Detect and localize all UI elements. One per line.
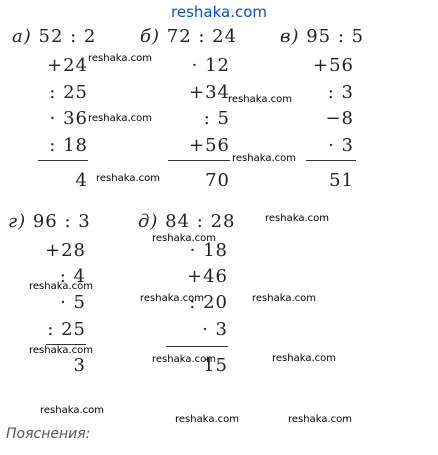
chain-a-op-1: +24 [47,55,88,76]
chain-v-op-2: : 3 [327,82,354,103]
watermark: reshaka.com [152,354,216,365]
watermark: reshaka.com [252,293,316,304]
watermark: reshaka.com [29,281,93,292]
chain-g-result: 3 [73,355,86,376]
chain-v-letter: в) [280,26,300,47]
chain-d-op-4: · 3 [202,319,228,340]
chain-a-result: 4 [75,170,88,191]
chain-a-op-2: : 25 [49,82,88,103]
chain-a-op-3: · 36 [49,108,88,129]
chain-v-op-1: +56 [313,55,354,76]
watermark: reshaka.com [88,113,152,124]
chain-v-result-line [306,160,356,161]
watermark: reshaka.com [88,53,152,64]
chain-d-op-1: · 18 [189,240,228,261]
watermark: reshaka.com [265,213,329,224]
watermark: reshaka.com [228,94,292,105]
watermark: reshaka.com [29,345,93,356]
chain-d-result: 15 [203,355,228,376]
chain-g-op-1: +28 [45,240,86,261]
chain-g-header [8,211,91,232]
watermark: reshaka.com [140,293,204,304]
chain-b-op-4: +56 [189,135,230,156]
chain-a-result-line [38,160,88,161]
chain-d-op-2: +46 [187,266,228,287]
watermark: reshaka.com [96,173,160,184]
chain-b-start: 72 : 24 [166,26,238,47]
watermark: reshaka.com [232,153,296,164]
chain-d-start: 84 : 28 [165,211,236,232]
chain-b-letter: б) [140,26,161,47]
chain-g-letter: г) [8,211,27,232]
chain-v-result: 51 [329,170,354,191]
chain-b-op-1: · 12 [191,55,230,76]
chain-a-letter: а) [12,26,32,47]
site-watermark: reshaka.com [171,3,267,21]
chain-g-op-4: : 25 [47,319,86,340]
watermark: reshaka.com [175,414,239,425]
watermark: reshaka.com [272,353,336,364]
chain-v-header [280,26,364,47]
chain-b-result: 70 [205,170,230,191]
chain-g-op-2: : 4 [59,266,86,287]
chain-a-op-4: : 18 [49,135,88,156]
chain-b-op-2: +34 [189,82,230,103]
chain-v-start: 95 : 5 [306,26,365,47]
chain-b-op-3: : 5 [203,108,230,129]
chain-g-start: 96 : 3 [32,211,91,232]
explanations-label: Пояснения: [6,426,91,442]
chain-d-letter: д) [138,211,159,232]
watermark: reshaka.com [288,414,352,425]
chain-v-op-3: −8 [325,108,354,129]
chain-d-op-3: : 20 [189,292,228,313]
chain-b-result-line [168,160,230,161]
chain-v-op-4: · 3 [328,135,354,156]
watermark: reshaka.com [40,405,104,416]
chain-a-header [12,26,96,47]
watermark: reshaka.com [152,233,216,244]
chain-d-result-line [166,346,228,347]
chain-b-header [140,26,237,47]
chain-g-op-3: · 5 [60,292,86,313]
chain-a-start: 52 : 2 [38,26,97,47]
chain-d-header [138,211,236,232]
